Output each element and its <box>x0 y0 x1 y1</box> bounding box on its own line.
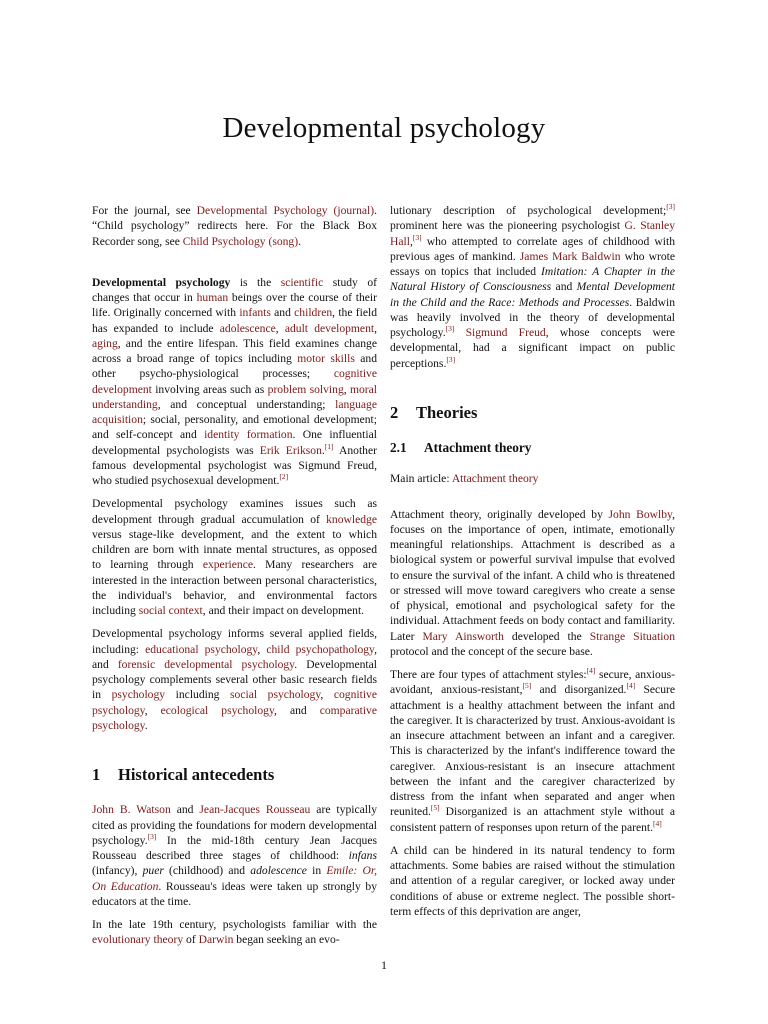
link-attachment-theory[interactable]: Attachment theory <box>451 472 539 486</box>
link-knowledge[interactable]: knowledge <box>326 512 377 526</box>
link-erik-erikson[interactable]: Erik Erikson <box>259 443 322 457</box>
left-column <box>92 203 377 955</box>
page-number: 1 <box>381 958 387 972</box>
link-educational-psychology[interactable]: educational psychology <box>145 642 258 656</box>
link-developmental-psychology-journal[interactable]: Developmental Psychology (journal) <box>196 204 375 217</box>
link-child-psychopathology[interactable]: child psychopathology <box>266 642 375 656</box>
link-identity-formation[interactable]: identity formation <box>204 428 293 442</box>
citation[interactable]: [5] <box>430 803 440 813</box>
citation[interactable]: [4] <box>653 818 662 828</box>
history-paragraph-1: John B. Watson and Jean-Jacques Rousseau are typically cited as providing the foundations for modern developmental psychology.[3] In the mid-18th century Jean Jacques Rousseau described three stages of childhood: infans (infancy), puer (childhood) and adolescence in Emile: Or, On Education. Rousseau's ideas were taken up strongly by educators at the time. <box>92 803 377 908</box>
attachment-paragraph-2: There are four types of attachment styles:[4] secure, anxious-avoidant, anxious-resistant,[5] and disorganized.[4] Secure attachment is a healthy attachment between the infant and the caregiver. It is characterized by trust. Anxious-avoidant is an insecure attachment between an infant and a caregiver. This is characterized by the infant's indifference toward the caregiver. Anxious-resistant is an insecure attachment between the infant and the caregiver characterized by distress from the infant when separated and anger when reunited.[5] Disorganized is an attachment style without a consistent pattern of responses upon return of the parent.[4] <box>390 666 675 834</box>
citation[interactable]: [4] <box>626 681 636 691</box>
main-article-note: Main article: Attachment theory <box>390 472 539 486</box>
citation[interactable]: [4] <box>586 666 596 676</box>
link-adolescence[interactable]: adolescence <box>219 321 276 335</box>
link-darwin[interactable]: Darwin <box>198 933 234 947</box>
link-john-bowlby[interactable]: John Bowlby <box>608 507 673 521</box>
citation[interactable]: [3] <box>666 202 675 212</box>
section-heading-theories: 2 Theories <box>390 402 478 422</box>
attachment-paragraph-3: A child can be hindered in its natural tendency to form attachments. Some babies are raised without the stimulation and attention of a regular caregiver, or locked away under conditions of abuse or extreme neglect. The possible short-term effects of this deprivation are anger, <box>390 843 675 918</box>
link-jean-jacques-rousseau[interactable]: Jean-Jacques Rousseau <box>199 803 311 817</box>
link-problem-solving[interactable]: problem solving <box>267 382 344 396</box>
link-human[interactable]: human <box>196 291 229 304</box>
citation[interactable]: [1] <box>324 441 334 451</box>
link-infants[interactable]: infants <box>239 306 271 320</box>
link-strange-situation[interactable]: Strange Situation <box>589 629 676 643</box>
intro-paragraph-2: Developmental psychology examines issues such as development through gradual accumulation of knowledge versus stage-like development, and the extent to which children are born with innate mental structures, as opposed to learning through experience. Many researchers are interested in the interaction between personal characteristics, the individual's behavior, and environmental factors including social context, and their impact on development. <box>92 497 377 617</box>
link-experience[interactable]: experience <box>202 558 254 572</box>
link-g-stanley-hall[interactable]: G. Stanley Hall <box>390 219 675 248</box>
link-scientific[interactable]: scientific <box>280 275 324 289</box>
subsection-heading-attachment-theory: 2.1 Attachment theory <box>390 440 532 455</box>
intro-paragraph-3: Developmental psychology informs several applied fields, including: educational psychology, child psychopathology, and forensic developmental psychology. Developmental psychology complements several other basic research fields in psychology including social psychology, cognitive psychology, ecological psychology, and comparative psychology. <box>92 627 378 732</box>
link-adult-development[interactable]: adult development <box>284 321 375 335</box>
citation[interactable]: [3] <box>412 232 422 242</box>
link-social-context[interactable]: social context <box>138 604 203 617</box>
link-sigmund-freud[interactable]: Sigmund Freud <box>465 326 546 339</box>
link-comparative-psychology[interactable]: comparative psychology <box>92 703 377 732</box>
citation[interactable]: [5] <box>522 681 532 691</box>
link-child-psychology-song[interactable]: Child Psychology (song) <box>182 234 299 248</box>
citation[interactable]: [3] <box>446 354 456 364</box>
link-cognitive-development[interactable]: cognitive development <box>92 367 377 396</box>
link-evolutionary-theory[interactable]: evolutionary theory <box>92 933 184 947</box>
citation[interactable]: [3] <box>445 324 455 334</box>
page-title: Developmental psychology <box>222 112 546 144</box>
link-motor-skills[interactable]: motor skills <box>297 352 355 365</box>
link-psychology[interactable]: psychology <box>111 688 166 702</box>
intro-paragraph-1: Developmental psychology is the scientific study of changes that occur in human beings over the course of their life. Originally concerned with infants and children, the field has expanded to include adolescence, adult development, aging, and the entire lifespan. This field examines change across a broad range of topics including motor skills and other psycho-physiological processes; cognitive development involving areas such as problem solving, moral understanding, and conceptual understanding; language acquisition; social, personality, and emotional development; and self-concept and identity formation. One influential developmental psychologists was Erik Erikson.[1] Another famous developmental psychologist was Sigmund Freud, who studied psychosexual development.[2] <box>92 275 378 487</box>
attachment-paragraph-1: Attachment theory, originally developed by John Bowlby, focuses on the importance of open, intimate, emotionally meaningful relationships. Attachment is described as a biological system or powerful survival impulse that evolved to ensure the survival of the infant. A child who is threatened or stressed will move toward caregivers who create a sense of physical, emotional and psychological safety for the individual. Attachment feeds on body contact and familiarity. Later Mary Ainsworth developed the Strange Situation protocol and the concept of the secure base. <box>390 507 676 658</box>
link-social-psychology[interactable]: social psychology <box>230 688 321 702</box>
citation[interactable]: [2] <box>279 472 289 482</box>
history-paragraph-2-start: In the late 19th century, psychologists familiar with the evolutionary theory of Darwin began seeking an evo- <box>92 918 377 947</box>
link-emile-or-on-education[interactable]: Emile: Or, On Education <box>92 864 377 893</box>
link-language-acquisition[interactable]: language acquisition <box>92 397 377 426</box>
link-children[interactable]: children <box>294 306 333 320</box>
right-column <box>390 203 675 927</box>
section-heading-historical-antecedents: 1 Historical antecedents <box>92 765 275 784</box>
history-paragraph-2-continued: lutionary description of psychological development;[3] prominent here was the pioneering psychologist G. Stanley Hall,[3] who attempted to correlate ages of childhood with previous ages of mankind. James Mark Baldwin who wrote essays on topics that included Imitation: A Chapter in the Natural History of Consciousness and Mental Development in the Child and the Race: Methods and Processes. Baldwin was heavily involved in the theory of developmental psychology.[3] Sigmund Freud, whose concepts were developmental, had a significant impact on public perceptions.[3] <box>390 202 676 370</box>
link-mary-ainsworth[interactable]: Mary Ainsworth <box>422 629 504 643</box>
hatnote: For the journal, see Developmental Psychology (journal). “Child psychology” redirects here. For the Black Box Recorder song, see Child Psychology (song). <box>92 204 377 248</box>
citation[interactable]: [3] <box>147 831 157 841</box>
link-forensic-developmental-psychology[interactable]: forensic developmental psychology <box>117 657 295 671</box>
link-james-mark-baldwin[interactable]: James Mark Baldwin <box>519 249 621 263</box>
link-john-b-watson[interactable]: John B. Watson <box>92 803 171 817</box>
link-ecological-psychology[interactable]: ecological psychology <box>160 703 275 717</box>
link-moral-understanding[interactable]: moral understanding <box>92 382 378 411</box>
link-aging[interactable]: aging <box>92 336 118 350</box>
link-cognitive-psychology[interactable]: cognitive psychology <box>92 688 377 717</box>
